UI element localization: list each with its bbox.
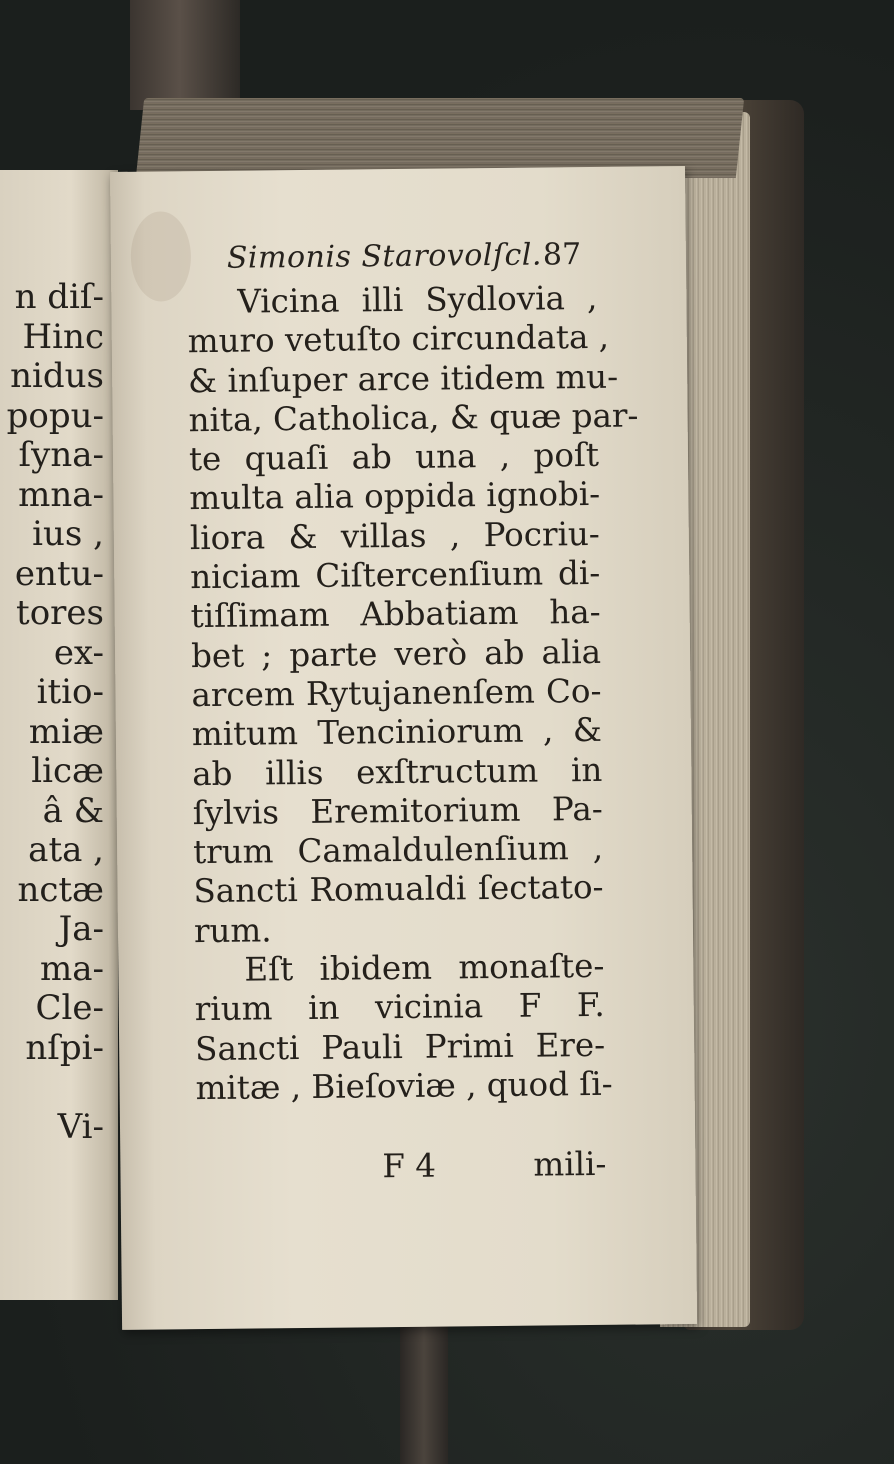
left-page-line: Ja- bbox=[58, 909, 104, 949]
page-stain bbox=[130, 211, 191, 302]
text-line: niciam Ciſtercenſium di- bbox=[190, 553, 601, 597]
text-line: bet ; parte verò ab alia bbox=[190, 632, 602, 675]
left-page-line: ſyna- bbox=[18, 435, 104, 475]
text-line: te quaſi ab una , poſt bbox=[188, 436, 600, 479]
text-line: Sancti Pauli Primi Ere- bbox=[194, 1025, 606, 1068]
left-page-line: entu- bbox=[14, 553, 104, 594]
left-page-line: nidus bbox=[10, 356, 104, 396]
left-page-line: ius , bbox=[32, 514, 104, 554]
text-line: mitæ , Bieſoviæ , quod ſi- bbox=[195, 1064, 613, 1108]
left-page-line: licæ bbox=[31, 751, 104, 791]
text-line: liora & villas , Pocriu- bbox=[189, 514, 601, 557]
signature-mark: F 4 bbox=[382, 1146, 437, 1186]
text-line: tiſſimam Abbatiam ha- bbox=[190, 593, 601, 636]
left-page bbox=[0, 170, 118, 1300]
left-page-line: ex- bbox=[53, 632, 104, 673]
page-number: 87 bbox=[542, 237, 582, 273]
text-line: rium in vicinia F F. bbox=[194, 986, 605, 1029]
left-page-line: Hinc bbox=[22, 316, 104, 357]
text-line: Vicina illi Sydlovia , bbox=[237, 278, 598, 321]
catchword: mili- bbox=[533, 1144, 607, 1184]
left-page-line: n diſ- bbox=[14, 278, 104, 317]
left-page-line: ma- bbox=[40, 948, 104, 989]
left-page-line: mna- bbox=[18, 474, 104, 515]
text-line: multa alia oppida ignobi- bbox=[189, 475, 601, 518]
text-line: trum Camaldulenſium , bbox=[192, 829, 604, 872]
text-line: ſylvis Eremitorium Pa- bbox=[192, 789, 603, 833]
left-page-line: Vi- bbox=[57, 1106, 104, 1147]
text-line: Eſt ibidem monaſte- bbox=[244, 946, 605, 989]
left-page-line: ata , bbox=[28, 830, 104, 870]
book-spine-bottom bbox=[400, 1320, 448, 1464]
body-text bbox=[187, 278, 639, 1108]
left-page-line: popu- bbox=[6, 395, 104, 436]
left-page-line bbox=[0, 1068, 104, 1108]
text-line: Sancti Romualdi ſectato- bbox=[193, 868, 604, 911]
text-line: mitum Tenciniorum , & bbox=[191, 711, 603, 754]
left-page-line: itio- bbox=[36, 672, 104, 712]
text-line: nita, Catholica, & quæ par- bbox=[188, 396, 639, 440]
left-page-line: â & bbox=[42, 790, 104, 831]
right-page bbox=[110, 166, 697, 1330]
left-page-line: Cle- bbox=[35, 988, 104, 1028]
running-head: Simonis Starovolſcl. bbox=[226, 237, 543, 276]
catchline bbox=[196, 1144, 607, 1186]
left-page-line: nctæ bbox=[17, 869, 104, 910]
left-page-line: miæ bbox=[28, 711, 104, 752]
text-line: muro vetuſto circundata , bbox=[187, 318, 610, 361]
left-page-line: nſpi- bbox=[25, 1027, 104, 1068]
text-line: ab illis exſtructum in bbox=[192, 750, 603, 793]
text-line: rum. bbox=[193, 911, 272, 950]
text-line: arcem Rytujanenſem Co- bbox=[191, 671, 602, 715]
book-spine-top bbox=[130, 0, 240, 110]
left-page-text bbox=[0, 278, 104, 1147]
text-line: & inſuper arce itidem mu- bbox=[187, 357, 619, 400]
left-page-line: tores bbox=[16, 593, 104, 633]
